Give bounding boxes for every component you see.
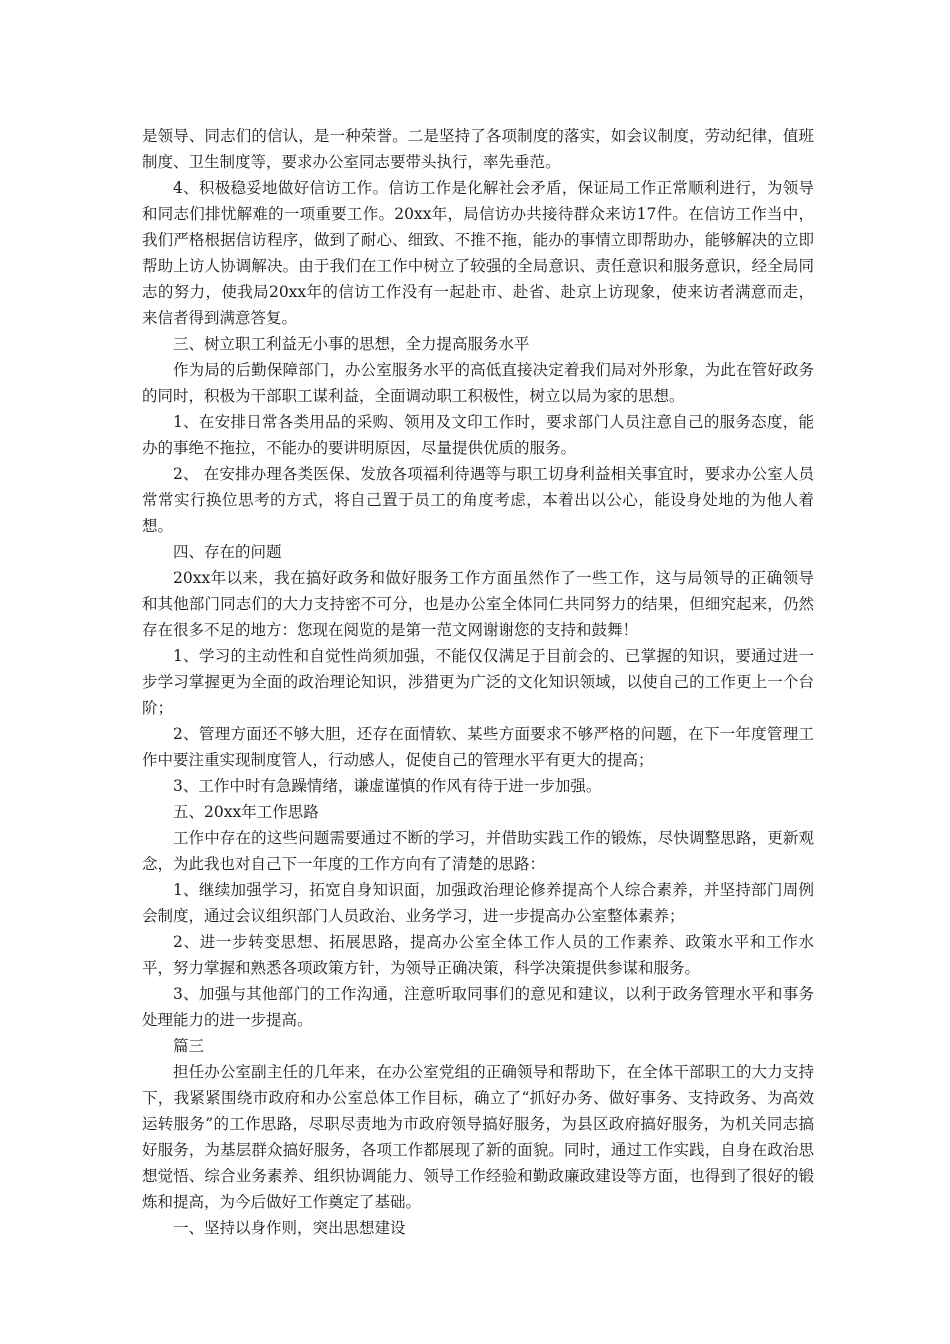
section-heading-4: 四、存在的问题 — [173, 543, 282, 561]
section-heading-1: 一、坚持以身作则，突出思想建设 — [173, 1219, 406, 1237]
paragraph-service-intro: 作为局的后勤保障部门，办公室服务水平的高低直接决定着我们局对外形象，为此在管好政务的同时，积极为干部职工谋利益，全面调动职工积极性，树立以局为家的思想。 — [142, 361, 814, 405]
paragraph-service-2: 2、 在安排办理各类医保、发放各项福利待遇等与职工切身利益相关事宜时，要求办公室人员常常实行换位思考的方式，将自己置于员工的角度考虑，本着出以公心，能设身处地的为他人着想。 — [142, 465, 814, 535]
paragraph-petition-work: 4、积极稳妥地做好信访工作。信访工作是化解社会矛盾，保证局工作正常顺利进行，为领导和同志们排忧解难的一项重要工作。20xx年，局信访办共接待群众来访17件。在信访工作当中，我们严格根据信访程序，做到了耐心、细致、不推不拖，能办的事情立即帮助办，能够解决的立即帮助上访人协调解决。由于我们在工作中树立了较强的全局意识、责任意识和服务意识，经全局同志的努力，使我局20xx年的信访工作没有一起赴市、赴省、赴京上访现象，使来访者满意而走，来信者得到满意答复。 — [142, 179, 814, 327]
paragraph-plan-intro: 工作中存在的这些问题需要通过不断的学习，并借助实践工作的锻炼，尽快调整思路，更新观念，为此我也对自己下一年度的工作方向有了清楚的思路： — [142, 829, 814, 873]
section-heading-5: 五、20xx年工作思路 — [173, 803, 319, 821]
paragraph-plan-2: 2、进一步转变思想、拓展思路，提高办公室全体工作人员的工作素养、政策水平和工作水平，努力掌握和熟悉各项政策方针，为领导正确决策，科学决策提供参谋和服务。 — [142, 933, 814, 977]
document-page — [142, 123, 814, 1241]
paragraph-plan-3: 3、加强与其他部门的工作沟通，注意听取同事们的意见和建议，以利于政务管理水平和事务处理能力的进一步提高。 — [142, 985, 814, 1029]
paragraph-part3-intro: 担任办公室副主任的几年来，在办公室党组的正确领导和帮助下，在全体干部职工的大力支持下，我紧紧围绕市政府和办公室总体工作目标，确立了“抓好办务、做好事务、支持政务、为高效运转服务”的工作思路，尽职尽责地为市政府领导搞好服务，为县区政府搞好服务，为机关同志搞好服务，为基层群众搞好服务，各项工作都展现了新的面貌。同时，通过工作实践，自身在政治思想觉悟、综合业务素养、组织协调能力、领导工作经验和勤政廉政建设等方面，也得到了很好的锻炼和提高，为今后做好工作奠定了基础。 — [142, 1063, 814, 1211]
paragraph-service-1: 1、在安排日常各类用品的采购、领用及文印工作时，要求部门人员注意自己的服务态度，能办的事绝不拖拉，不能办的要讲明原因，尽量提供优质的服务。 — [142, 413, 814, 457]
paragraph-problem-3: 3、工作中时有急躁情绪，谦虚谨慎的作风有待于进一步加强。 — [173, 777, 602, 795]
paragraph-problem-1: 1、学习的主动性和自觉性尚须加强，不能仅仅满足于目前会的、已掌握的知识，要通过进一步学习掌握更为全面的政治理论知识，涉猎更为广泛的文化知识领域，以使自己的工作更上一个台阶； — [142, 647, 814, 717]
section-heading-3: 三、树立职工利益无小事的思想，全力提高服务水平 — [173, 335, 530, 353]
part-heading-3: 篇三 — [173, 1037, 205, 1055]
paragraph-problem-2: 2、管理方面还不够大胆，还存在面情软、某些方面要求不够严格的问题，在下一年度管理工作中要注重实现制度管人，行动感人，促使自己的管理水平有更大的提高； — [142, 725, 814, 769]
paragraph-problems-intro: 20xx年以来，我在搞好政务和做好服务工作方面虽然作了一些工作，这与局领导的正确领导和其他部门同志们的大力支持密不可分，也是办公室全体同仁共同努力的结果，但细究起来，仍然存在很多不足的地方：您现在阅览的是第一范文网谢谢您的支持和鼓舞！ — [142, 569, 814, 639]
paragraph-plan-1: 1、继续加强学习，拓宽自身知识面，加强政治理论修养提高个人综合素养，并坚持部门周例会制度，通过会议组织部门人员政治、业务学习，进一步提高办公室整体素养； — [142, 881, 814, 925]
paragraph-continuation: 是领导、同志们的信认，是一种荣誉。二是坚持了各项制度的落实，如会议制度，劳动纪律，值班制度、卫生制度等，要求办公室同志要带头执行，率先垂范。 — [142, 127, 814, 171]
